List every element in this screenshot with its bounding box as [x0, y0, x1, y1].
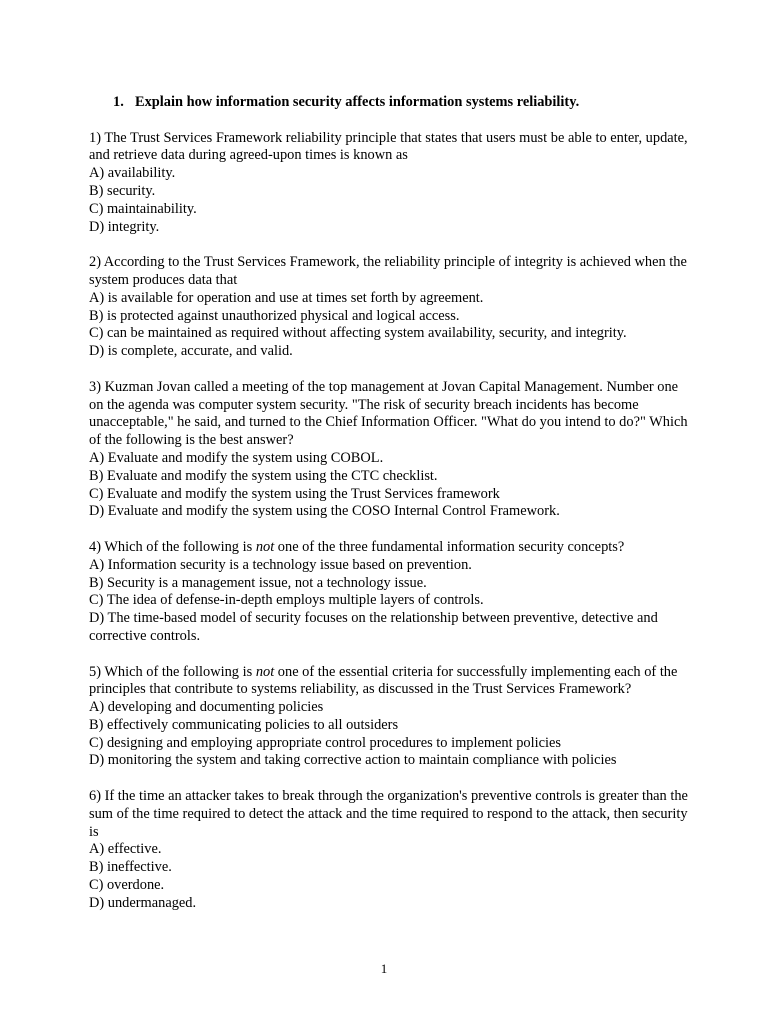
option-a: A) Information security is a technology issue based on prevention.	[89, 556, 472, 573]
question-text: 2) According to the Trust Services Framework, the reliability principle of integrity is achieved when the system produces data that	[89, 254, 687, 288]
heading-number: 1.	[113, 94, 124, 110]
question-6	[89, 788, 689, 913]
option-c: C) maintainability.	[89, 200, 197, 217]
option-b: B) is protected against unauthorized physical and logical access.	[89, 307, 460, 324]
option-b: B) Security is a management issue, not a technology issue.	[89, 574, 427, 591]
question-text: 6) If the time an attacker takes to break through the organization's preventive controls is greater than the sum of the time required to detect the attack and the time required to respond to the attack, then security is	[89, 788, 688, 840]
question-text-end: one of the essential criteria for successfully implementing each of the principles that contribute to systems reliability, as discussed in the Trust Services Framework?	[89, 663, 678, 698]
question-text-end: one of the three fundamental information security concepts?	[274, 538, 625, 555]
option-c: C) Evaluate and modify the system using the Trust Services framework	[89, 485, 500, 502]
section-heading	[89, 94, 689, 112]
option-d: D) Evaluate and modify the system using the COSO Internal Control Framework.	[89, 503, 560, 520]
question-2	[89, 254, 689, 361]
option-b: B) ineffective.	[89, 859, 172, 876]
question-text-start: 4) Which of the following is	[89, 538, 256, 555]
question-3	[89, 379, 689, 521]
option-a: A) availability.	[89, 165, 176, 182]
question-1	[89, 130, 689, 237]
option-d: D) The time-based model of security focuses on the relationship between preventive, detective and corrective controls.	[89, 610, 658, 644]
option-c: C) overdone.	[89, 877, 165, 894]
option-a: A) developing and documenting policies	[89, 699, 324, 716]
option-a: A) effective.	[89, 841, 162, 858]
option-a: A) Evaluate and modify the system using COBOL.	[89, 449, 384, 466]
document-page	[89, 94, 689, 930]
question-text-emphasis: not	[255, 663, 275, 680]
question-text	[89, 539, 689, 557]
option-b: B) Evaluate and modify the system using the CTC checklist.	[89, 467, 438, 484]
option-b: B) security.	[89, 182, 156, 199]
question-4	[89, 539, 689, 646]
option-d: D) monitoring the system and taking corrective action to maintain compliance with policies	[89, 752, 617, 769]
question-text: 1) The Trust Services Framework reliability principle that states that users must be able to enter, update, and retrieve data during agreed-upon times is known as	[89, 129, 688, 164]
question-text: 3) Kuzman Jovan called a meeting of the top management at Jovan Capital Management. Number one on the agenda was computer system security. "The risk of security breach incidents has become unacceptable," he said, and turned to the Chief Information Officer. "What do you intend to do?" Which of the following is the best answer?	[89, 378, 688, 449]
question-text	[89, 664, 689, 700]
option-d: D) is complete, accurate, and valid.	[89, 343, 293, 360]
page-number: 1	[380, 961, 388, 976]
question-5	[89, 664, 689, 771]
question-text-start: 5) Which of the following is	[89, 663, 256, 680]
option-a: A) is available for operation and use at times set forth by agreement.	[89, 289, 484, 306]
question-text-emphasis: not	[255, 538, 275, 555]
option-c: C) designing and employing appropriate control procedures to implement policies	[89, 734, 561, 751]
option-d: D) undermanaged.	[89, 894, 197, 911]
option-c: C) The idea of defense-in-depth employs multiple layers of controls.	[89, 592, 484, 609]
option-b: B) effectively communicating policies to all outsiders	[89, 716, 399, 733]
option-c: C) can be maintained as required without affecting system availability, security, and integrity.	[89, 325, 627, 342]
option-d: D) integrity.	[89, 218, 160, 235]
heading-text: Explain how information security affects information systems reliability.	[135, 94, 580, 110]
